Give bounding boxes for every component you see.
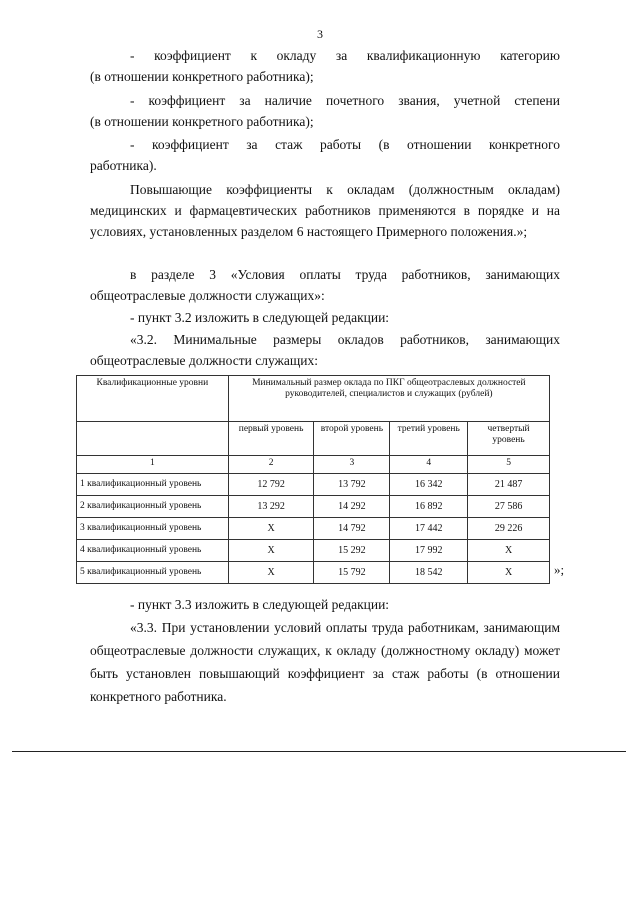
table-cell: 17 442 [390,518,468,540]
paragraph-coef-category-cont: (в отношении конкретного работника); [90,69,314,84]
column-number: 3 [314,456,390,474]
row-label: 1 квалификационный уровень [77,474,229,496]
table-row [77,518,550,540]
table-cell: Х [228,540,314,562]
table-cell: Х [228,518,314,540]
paragraph-coef-category: - коэффициент к окладу за квалификационную категорию [130,48,560,63]
table-column-numbers-row [77,456,550,474]
table-row [77,540,550,562]
table-cell: 27 586 [468,496,550,518]
table-cell: 17 992 [390,540,468,562]
salary-levels-table [76,375,550,584]
paragraph-raising-coefficients: Повышающие коэффициенты к окладам (должностным окладам) медицинских и фармацевтических работников применяются в порядке и на условиях, установленных разделом 6 настоящего Примерного положения.»; [90,182,560,239]
table-cell: 12 792 [228,474,314,496]
page-divider [12,751,626,752]
column-number: 1 [77,456,229,474]
header-qualification-levels: Квалификационные уровни [77,376,229,422]
table-cell: 14 292 [314,496,390,518]
table-header-row [77,376,550,422]
row-label: 2 квалификационный уровень [77,496,229,518]
table-cell: Х [228,562,314,584]
header-min-salary: Минимальный размер оклада по ПКГ общеотраслевых должностей руководителей, специалистов и служащих (рублей) [228,376,549,422]
table-cell: 14 792 [314,518,390,540]
subheader-level-3: третий уровень [390,422,468,456]
table-cell: 13 292 [228,496,314,518]
table-cell: 21 487 [468,474,550,496]
table-row [77,496,550,518]
table-cell: 16 892 [390,496,468,518]
table-cell: 29 226 [468,518,550,540]
column-number: 4 [390,456,468,474]
table-cell: 13 792 [314,474,390,496]
table-cell: Х [468,540,550,562]
table-cell: Х [468,562,550,584]
subheader-level-4: четвертый уровень [468,422,550,456]
table-cell: 15 292 [314,540,390,562]
table-subheader-row [77,422,550,456]
table-closing-quote: »; [554,562,565,577]
paragraph-coef-experience: - коэффициент за стаж работы (в отношении конкретного [130,137,560,152]
paragraph-coef-title-cont: (в отношении конкретного работника); [90,114,314,129]
table-cell: 18 542 [390,562,468,584]
subheader-level-1: первый уровень [228,422,314,456]
paragraph-section-3: в разделе 3 «Условия оплаты труда работников, занимающих общеотраслевые должности служащих»: [90,267,560,303]
table-row [77,474,550,496]
paragraph-item-3-3-intro: - пункт 3.3 изложить в следующей редакции: [130,597,390,612]
paragraph-item-3-2-intro: - пункт 3.2 изложить в следующей редакции: [130,310,390,325]
table-cell: 16 342 [390,474,468,496]
row-label: 5 квалификационный уровень [77,562,229,584]
table-row [77,562,550,584]
paragraph-coef-experience-cont: работника). [90,158,157,173]
paragraph-item-3-2: «3.2. Минимальные размеры окладов работников, занимающих общеотраслевые должности служащих: [90,332,560,368]
subheader-empty [77,422,229,456]
paragraph-item-3-3: «3.3. При установлении условий оплаты труда работникам, занимающим общеотраслевые должности служащих, к окладу (должностному окладу) может быть установлен повышающий коэффициент за стаж работы (в отношении конкретного работника. [90,620,560,704]
row-label: 3 квалификационный уровень [77,518,229,540]
page-number: 3 [317,27,323,41]
column-number: 2 [228,456,314,474]
column-number: 5 [468,456,550,474]
table-cell: 15 792 [314,562,390,584]
subheader-level-2: второй уровень [314,422,390,456]
paragraph-coef-title: - коэффициент за наличие почетного звания, учетной степени [130,93,560,108]
row-label: 4 квалификационный уровень [77,540,229,562]
